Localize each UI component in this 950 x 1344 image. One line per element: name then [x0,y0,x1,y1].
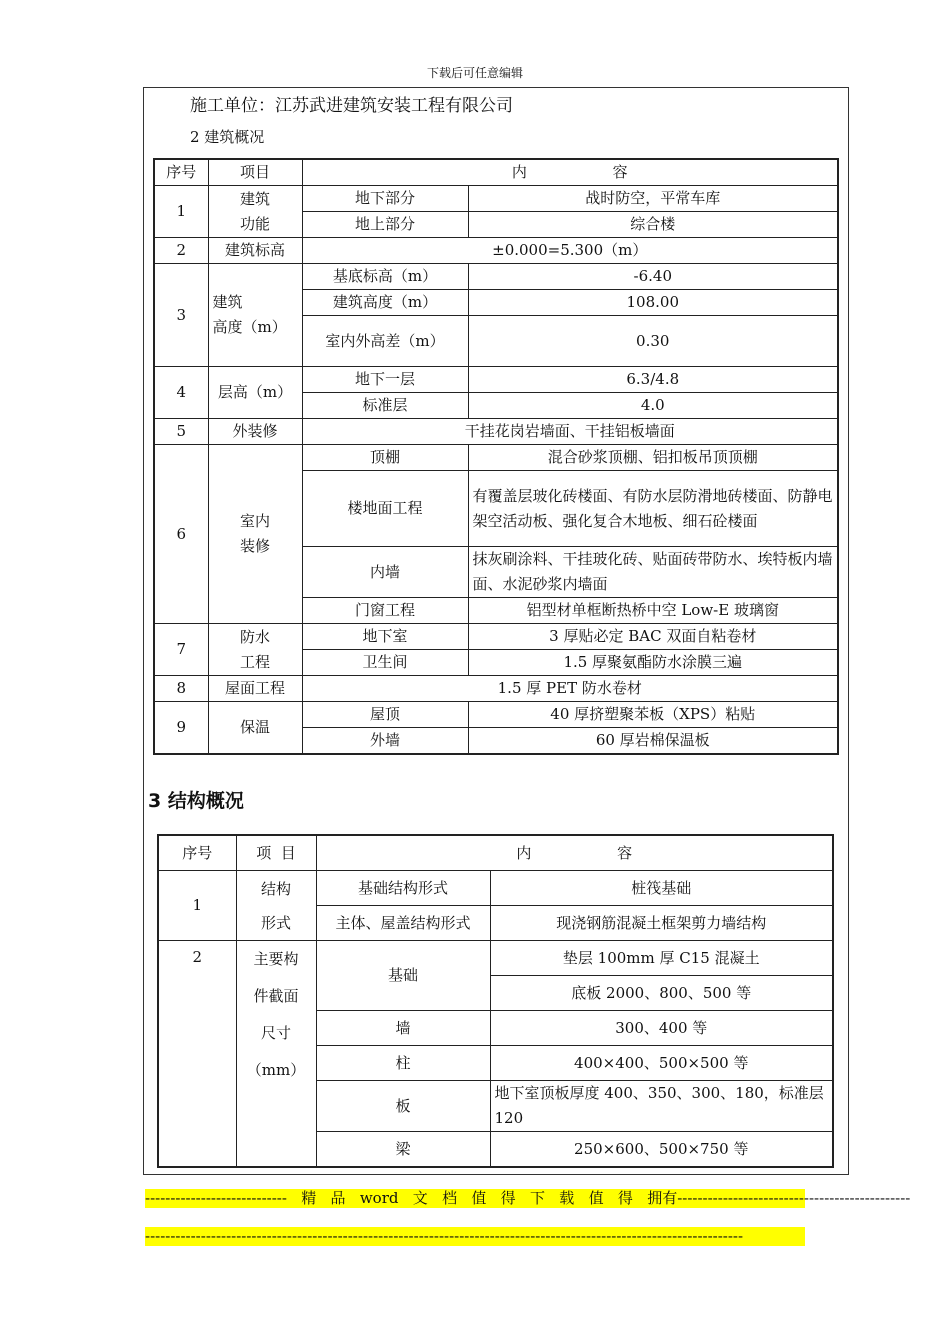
header-no: 序号 [154,159,208,186]
cell-value: 战时防空，平常车库 [468,186,838,212]
table-row [154,419,838,445]
cell-value: 抹灰刷涂料、干挂玻化砖、贴面砖带防水、埃特板内墙面、水泥砂浆内墙面 [468,547,838,598]
cell-label: 内墙 [302,547,468,598]
cell-label: 外墙 [302,728,468,755]
cell-no: 4 [154,367,208,419]
cell-value: 4.0 [468,393,838,419]
cell-label: 墙 [316,1011,490,1046]
cell-label: 顶棚 [302,445,468,471]
cell-value: 1.5 厚聚氨酯防水涂膜三遍 [468,650,838,676]
cell-label: 地下室 [302,624,468,650]
cell-label: 室内外高差（m） [302,316,468,367]
cell-item: 屋面工程 [208,676,302,702]
cell-no: 1 [154,186,208,238]
cell-value: 250×600、500×750 等 [490,1132,833,1168]
cell-value: 现浇钢筋混凝土框架剪力墙结构 [490,906,833,941]
cell-label: 建筑高度（m） [302,290,468,316]
cell-no: 6 [154,445,208,624]
table-row [154,238,838,264]
table-row [158,871,833,906]
cell-item: 防水 工程 [208,624,302,676]
cell-value: 1.5 厚 PET 防水卷材 [302,676,838,702]
cell-value: ±0.000=5.300（m） [302,238,838,264]
cell-label: 卫生间 [302,650,468,676]
header-content: 内 容 [302,159,838,186]
table-row [154,702,838,728]
table-row [154,159,838,186]
header-item: 项目 [208,159,302,186]
building-overview-table [153,158,839,755]
cell-value: 铝型材单框断热桥中空 Low-E 玻璃窗 [468,598,838,624]
table-row [154,624,838,650]
cell-item: 层高（m） [208,367,302,419]
cell-item: 建筑 功能 [208,186,302,238]
cell-item: 室内 装修 [208,445,302,624]
cell-value: 300、400 等 [490,1011,833,1046]
cell-no: 1 [158,871,236,941]
cell-value: 桩筏基础 [490,871,833,906]
cell-item: 保温 [208,702,302,755]
header-note: 下载后可任意编辑 [426,66,523,80]
footer-dash-line: ---------------------------------------------------------------------------------------------------------------------- [145,1227,805,1246]
cell-label: 地上部分 [302,212,468,238]
cell-label: 地下一层 [302,367,468,393]
section-3-title: 3 结构概况 [148,790,244,812]
cell-label: 屋顶 [302,702,468,728]
cell-label: 基础 [316,941,490,1011]
header-no: 序号 [158,835,236,871]
cell-no: 3 [154,264,208,367]
cell-label: 梁 [316,1132,490,1168]
cell-label: 柱 [316,1046,490,1081]
cell-value: 6.3/4.8 [468,367,838,393]
table-row [158,835,833,871]
cell-value: -6.40 [468,264,838,290]
cell-value: 0.30 [468,316,838,367]
cell-label: 楼地面工程 [302,471,468,547]
cell-label: 主体、屋盖结构形式 [316,906,490,941]
section-2-title: 2 建筑概况 [190,128,265,146]
table-row [154,676,838,702]
structure-overview-table [157,834,834,1168]
cell-value: 垫层 100mm 厚 C15 混凝土 [490,941,833,976]
cell-item: 建筑标高 [208,238,302,264]
cell-no: 2 [158,941,236,1168]
cell-item: 结构 形式 [236,871,316,941]
cell-value: 有覆盖层玻化砖楼面、有防水层防滑地砖楼面、防静电架空活动板、强化复合木地板、细石砼楼面 [468,471,838,547]
table-row [154,186,838,212]
construction-unit: 施工单位：江苏武进建筑安装工程有限公司 [190,96,513,116]
cell-item: 主要构 件截面 尺寸 （mm） [236,941,316,1168]
cell-item: 建筑 高度（m） [208,264,302,367]
cell-no: 8 [154,676,208,702]
cell-label: 基底标高（m） [302,264,468,290]
table-row [154,445,838,471]
table-row [154,264,838,290]
table-row [158,941,833,976]
cell-value: 干挂花岗岩墙面、干挂铝板墙面 [302,419,838,445]
cell-value: 综合楼 [468,212,838,238]
footer-promo-line: ---------------------------- 精 品 word 文 档 值 得 下 载 值 得 拥有---------------------------------------------- [145,1189,911,1207]
cell-value: 地下室顶板厚度 400、350、300、180，标准层 120 [490,1081,833,1132]
cell-item: 外装修 [208,419,302,445]
cell-no: 7 [154,624,208,676]
cell-label: 板 [316,1081,490,1132]
cell-value: 60 厚岩棉保温板 [468,728,838,755]
cell-no: 5 [154,419,208,445]
cell-value: 3 厚贴必定 BAC 双面自粘卷材 [468,624,838,650]
cell-value: 40 厚挤塑聚苯板（XPS）粘贴 [468,702,838,728]
cell-no: 2 [154,238,208,264]
cell-no: 9 [154,702,208,755]
cell-label: 地下部分 [302,186,468,212]
header-item: 项 目 [236,835,316,871]
cell-value: 混合砂浆顶棚、铝扣板吊顶顶棚 [468,445,838,471]
cell-label: 标准层 [302,393,468,419]
cell-label: 门窗工程 [302,598,468,624]
header-content: 内 容 [316,835,833,871]
cell-label: 基础结构形式 [316,871,490,906]
cell-value: 108.00 [468,290,838,316]
cell-value: 底板 2000、800、500 等 [490,976,833,1011]
cell-value: 400×400、500×500 等 [490,1046,833,1081]
table-row [154,367,838,393]
